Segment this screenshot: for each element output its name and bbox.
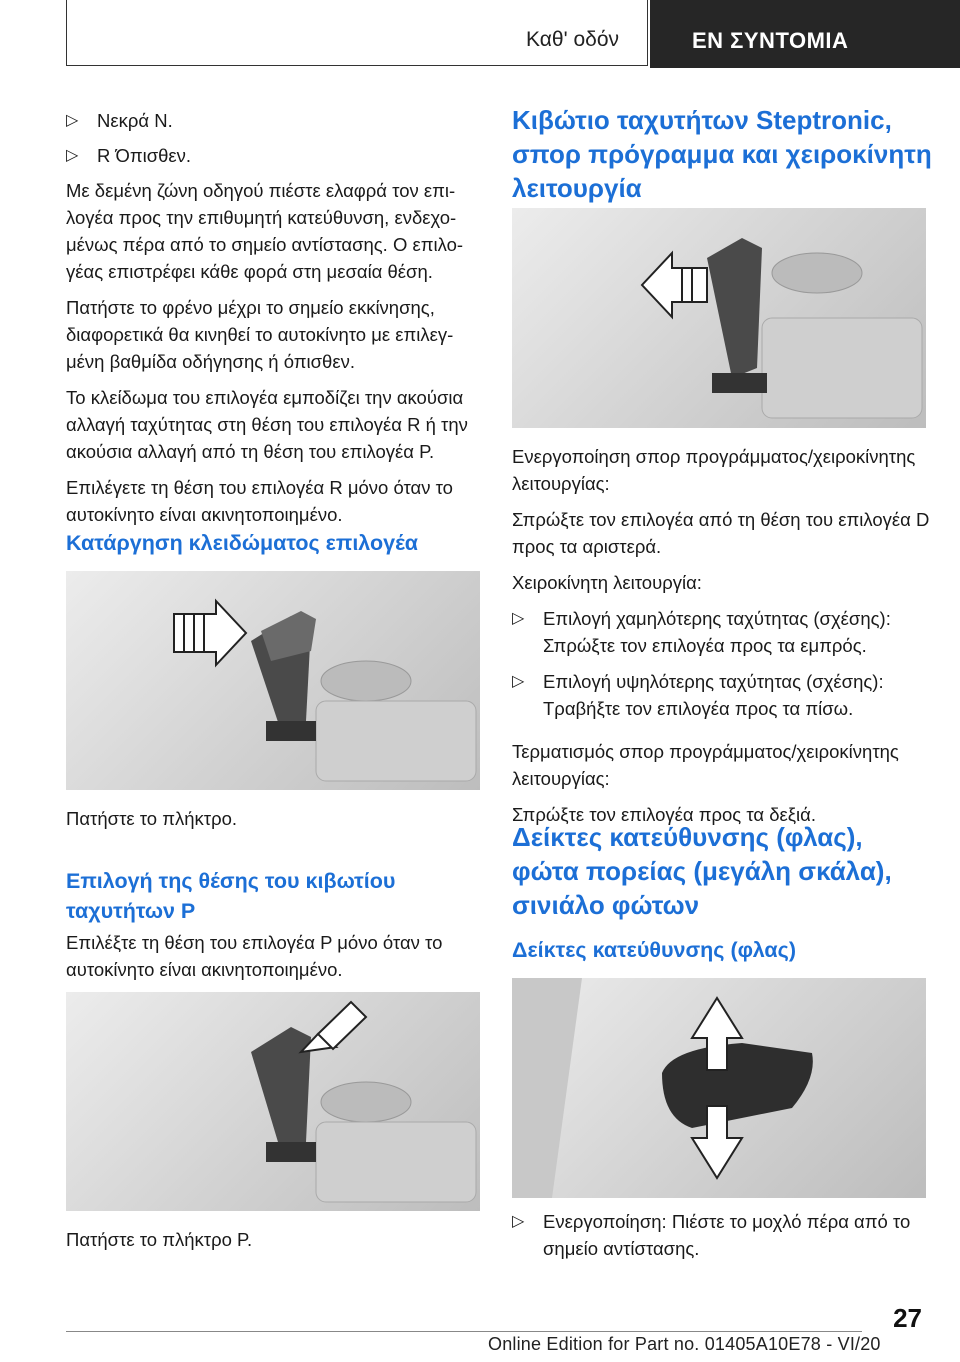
heading-indicators: Δείκτες κατεύθυνσης (φλας), φώτα πορείας (μεγάλη σκάλα), σινιάλο φώτων bbox=[512, 822, 892, 920]
paragraph: Τερματισμός σπορ προγράμματος/χειροκίνητης λειτουργίας: bbox=[512, 741, 899, 789]
turn-signal-illustration bbox=[512, 978, 926, 1198]
heading-unlock: Κατάργηση κλειδώματος επιλογέα bbox=[66, 531, 418, 555]
paragraph: Με δεμένη ζώνη οδηγού πιέστε ελαφρά τον επι-λογέα προς την επιθυμητή κατεύθυνση, ενδεχο-μένως πέρα από το σημείο αντίστασης. Ο επιλο-γέας επιστρέφει κάθε φορά στη μεσαία θέση. bbox=[66, 180, 464, 282]
right-column bbox=[512, 443, 932, 828]
footer-divider bbox=[66, 1331, 862, 1332]
list-item: ▷ Επιλογή υψηλότερης ταχύτητας (σχέσης): Τραβήξτε τον επιλογέα προς τα πίσω. bbox=[512, 668, 932, 722]
paragraph: Ενεργοποίηση σπορ προγράμματος/χειροκίνητης λειτουργίας: bbox=[512, 446, 916, 494]
paragraph: Επιλέγετε τη θέση του επιλογέα R μόνο όταν το αυτοκίνητο είναι ακινητοποιημένο. bbox=[66, 477, 453, 525]
list-item: ▷ R Όπισθεν. bbox=[66, 142, 486, 169]
paragraph: Χειροκίνητη λειτουργία: bbox=[512, 572, 702, 593]
left-column bbox=[66, 107, 486, 528]
list-item: ▷ Νεκρά N. bbox=[66, 107, 486, 134]
paragraph-park: Επιλέξτε τη θέση του επιλογέα P μόνο όταν το αυτοκίνητο είναι ακινητοποιημένο. bbox=[66, 932, 443, 980]
paragraph: Σπρώξτε τον επιλογέα από τη θέση του επιλογέα D προς τα αριστερά. bbox=[512, 509, 930, 557]
tab-section[interactable] bbox=[66, 0, 648, 66]
gear-selector-image bbox=[66, 571, 480, 790]
list-item: ▷ Ενεργοποίηση: Πιέστε το μοχλό πέρα από το σημείο αντίστασης. bbox=[512, 1208, 932, 1262]
caption-park: Πατήστε το πλήκτρο P. bbox=[66, 1229, 253, 1250]
park-button-image bbox=[66, 992, 480, 1211]
section-label: Καθ' οδόν bbox=[526, 28, 619, 51]
turn-list bbox=[512, 1208, 932, 1262]
page-number: 27 bbox=[893, 1303, 922, 1333]
triangle-right-icon: ▷ bbox=[512, 610, 525, 627]
paragraph: Σπρώξτε τον επιλογέα προς τα δεξιά. bbox=[512, 804, 816, 825]
park-button-illustration bbox=[66, 992, 480, 1211]
heading-turn-signals: Δείκτες κατεύθυνσης (φλας) bbox=[512, 938, 796, 962]
steptronic-illustration bbox=[512, 208, 926, 428]
steptronic-image bbox=[512, 208, 926, 428]
triangle-right-icon: ▷ bbox=[66, 147, 79, 164]
list-item: ▷ Επιλογή χαμηλότερης ταχύτητας (σχέσης): Σπρώξτε τον επιλογέα προς τα εμπρός. bbox=[512, 605, 932, 659]
header-tabs bbox=[66, 0, 960, 68]
paragraph: Το κλείδωμα του επιλογέα εμποδίζει την ακούσια αλλαγή ταχύτητας στη θέση του επιλογέα R ή την ακούσια αλλαγή από τη θέση του επιλογέα P. bbox=[66, 387, 468, 462]
gear-selector-illustration bbox=[66, 571, 480, 790]
paragraph: Πατήστε το φρένο μέχρι το σημείο εκκίνησης, διαφορετικά θα κινηθεί το αυτοκίνητο με επιλεγ-μένη βαθμίδα οδήγησης ή όπισθεν. bbox=[66, 297, 454, 372]
heading-park: Επιλογή της θέσης του κιβωτίου ταχυτήτων P bbox=[66, 869, 396, 923]
chapter-label: ΕΝ ΣΥΝΤΟΜΙΑ bbox=[692, 28, 849, 53]
caption-unlock: Πατήστε το πλήκτρο. bbox=[66, 808, 238, 829]
triangle-right-icon: ▷ bbox=[66, 112, 79, 129]
heading-steptronic: Κιβώτιο ταχυτήτων Steptronic, σπορ πρόγραμμα και χειροκίνητη λειτουργία bbox=[512, 105, 932, 203]
triangle-right-icon: ▷ bbox=[512, 673, 525, 690]
tab-chapter[interactable] bbox=[650, 0, 960, 68]
edition-note: Online Edition for Part no. 01405A10E78 - VI/20 bbox=[488, 1334, 881, 1354]
triangle-right-icon: ▷ bbox=[512, 1213, 525, 1230]
turn-signal-image bbox=[512, 978, 926, 1198]
